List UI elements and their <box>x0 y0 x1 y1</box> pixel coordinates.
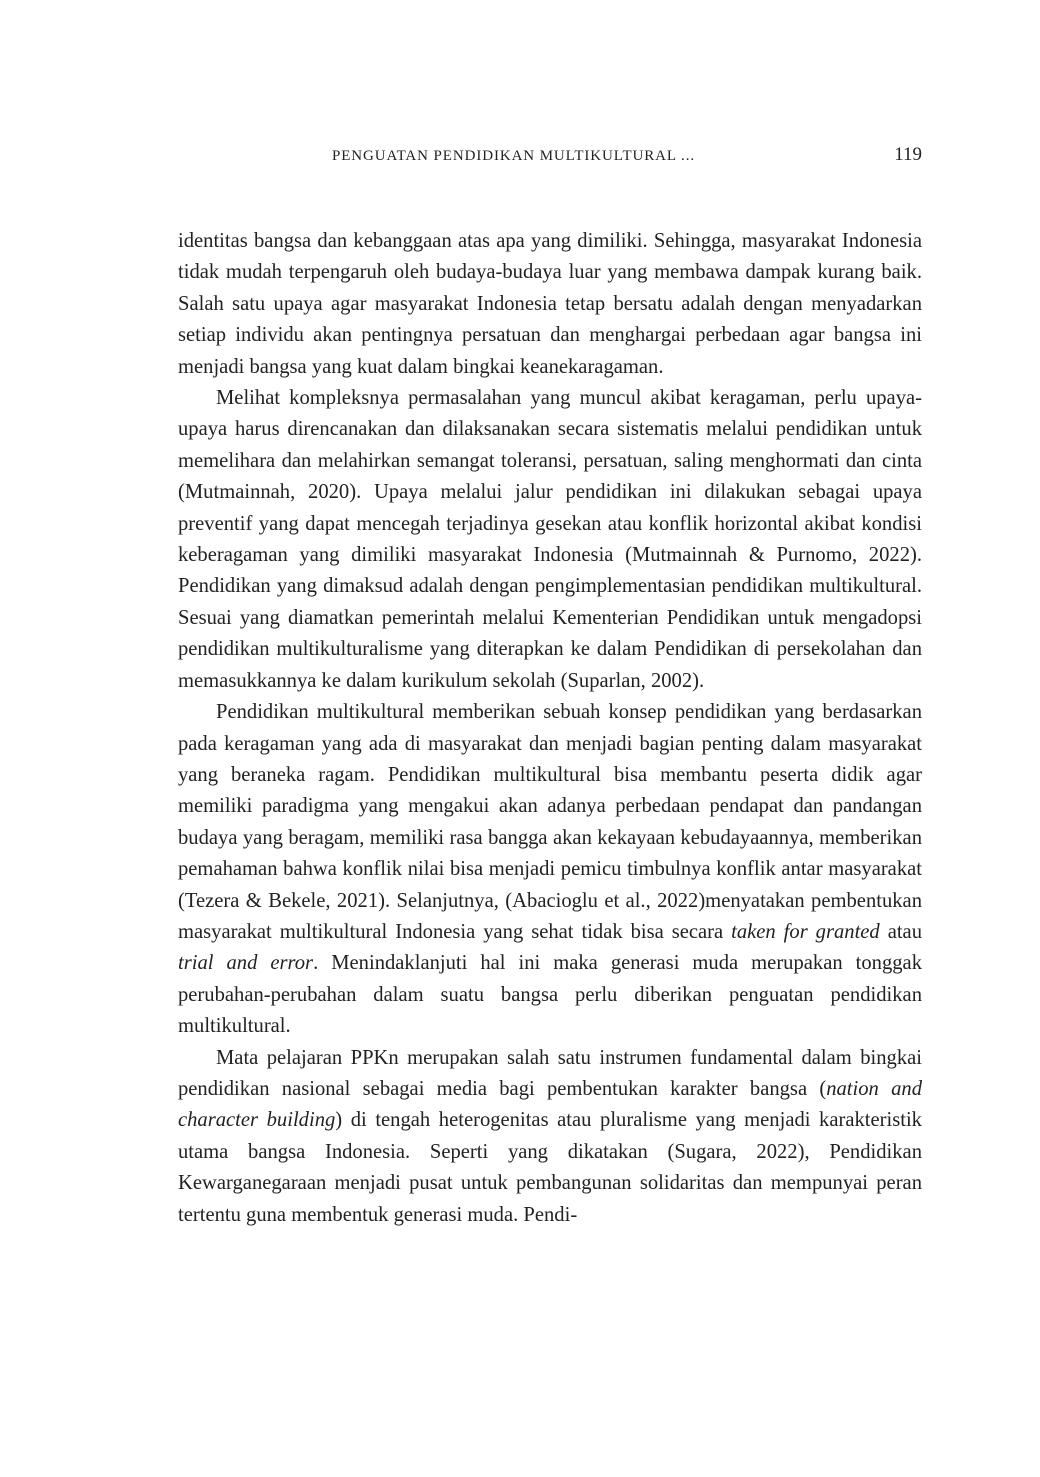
paragraph-3-italic-1: taken for granted <box>731 920 880 943</box>
body-text <box>178 226 922 1231</box>
paragraph-2: Melihat kompleksnya permasalahan yang muncul akibat keragaman, perlu upaya-upaya harus direncanakan dan dilaksanakan secara sistematis melalui pendidikan untuk memelihara dan melahirkan semangat toleransi, persatuan, saling menghormati dan cinta (Mutmainnah, 2020). Upaya melalui jalur pendidikan ini dilakukan sebagai upaya preventif yang dapat mencegah terjadinya gesekan atau konflik horizontal akibat kondisi keberagaman yang dimiliki masyarakat Indonesia (Mutmainnah & Purnomo, 2022). Pendidikan yang dimaksud adalah dengan pengimplementasian pendidikan multikultural. Sesuai yang diamatkan pemerintah melalui Kementerian Pendidikan untuk mengadopsi pendidikan multikulturalisme yang diterapkan ke dalam Pendidikan di persekolahan dan memasukkannya ke dalam kurikulum sekolah (Suparlan, 2002). <box>178 387 922 692</box>
paragraph-3-text-1: Pendidikan multikultural memberikan sebuah konsep pendidikan yang berdasarkan pada keragaman yang ada di masyarakat dan menjadi bagian penting dalam masyarakat yang beraneka ragam. Pendidikan multikultural bisa membantu peserta didik agar memiliki paradigma yang mengakui akan adanya perbedaan pendapat dan pandangan budaya yang beragam, memiliki rasa bangga akan kekayaan kebudayaannya, memberikan pemahaman bahwa konflik nilai bisa menjadi pemicu timbulnya konflik antar masyarakat (Tezera & Bekele, 2021). Selanjutnya, (Abacioglu et al., 2022)menyatakan pembentukan masyarakat multikultural Indonesia yang sehat tidak bisa secara <box>178 701 922 943</box>
paragraph-3-italic-2: trial and error <box>178 952 314 975</box>
running-header <box>178 144 922 174</box>
paragraph-3-text-2: atau <box>879 920 922 943</box>
paragraph-3-text-3: . Menindaklanjuti hal ini maka generasi muda merupakan tonggak perubahan-perubahan dalam suatu bangsa perlu diberikan penguatan pendidikan multikultural. <box>178 952 922 1038</box>
paragraph-4-italic-1: nation and character building <box>178 1077 922 1132</box>
paragraph-1: identitas bangsa dan kebanggaan atas apa yang dimiliki. Sehingga, masyarakat Indonesia tidak mudah terpengaruh oleh budaya-budaya luar yang membawa dampak kurang baik. Salah satu upaya agar masyarakat Indonesia tetap bersatu adalah dengan menyadarkan setiap individu akan pentingnya persatuan dan menghargai perbedaan agar bangsa ini menjadi bangsa yang kuat dalam bingkai keanekaragaman. <box>178 230 922 378</box>
paragraph-4 <box>178 1043 922 1231</box>
running-title: PENGUATAN PENDIDIKAN MULTIKULTURAL ... <box>332 148 695 164</box>
page-number: 119 <box>894 144 922 165</box>
paragraph-3 <box>178 697 922 1042</box>
paragraph-4-text-1: Mata pelajaran PPKn merupakan salah satu instrumen fundamental dalam bingkai pendidikan nasional sebagai media bagi pembentukan karakter bangsa ( <box>178 1046 922 1100</box>
paragraph-4-text-2: ) di tengah heterogenitas atau pluralisme yang menjadi karakteristik utama bangsa Indonesia. Seperti yang dikatakan (Sugara, 2022), Pendidikan Kewarganegaraan menjadi pusat untuk pembangunan solidaritas dan mempunyai peran tertentu guna membentuk generasi muda. Pendi- <box>178 1109 922 1226</box>
